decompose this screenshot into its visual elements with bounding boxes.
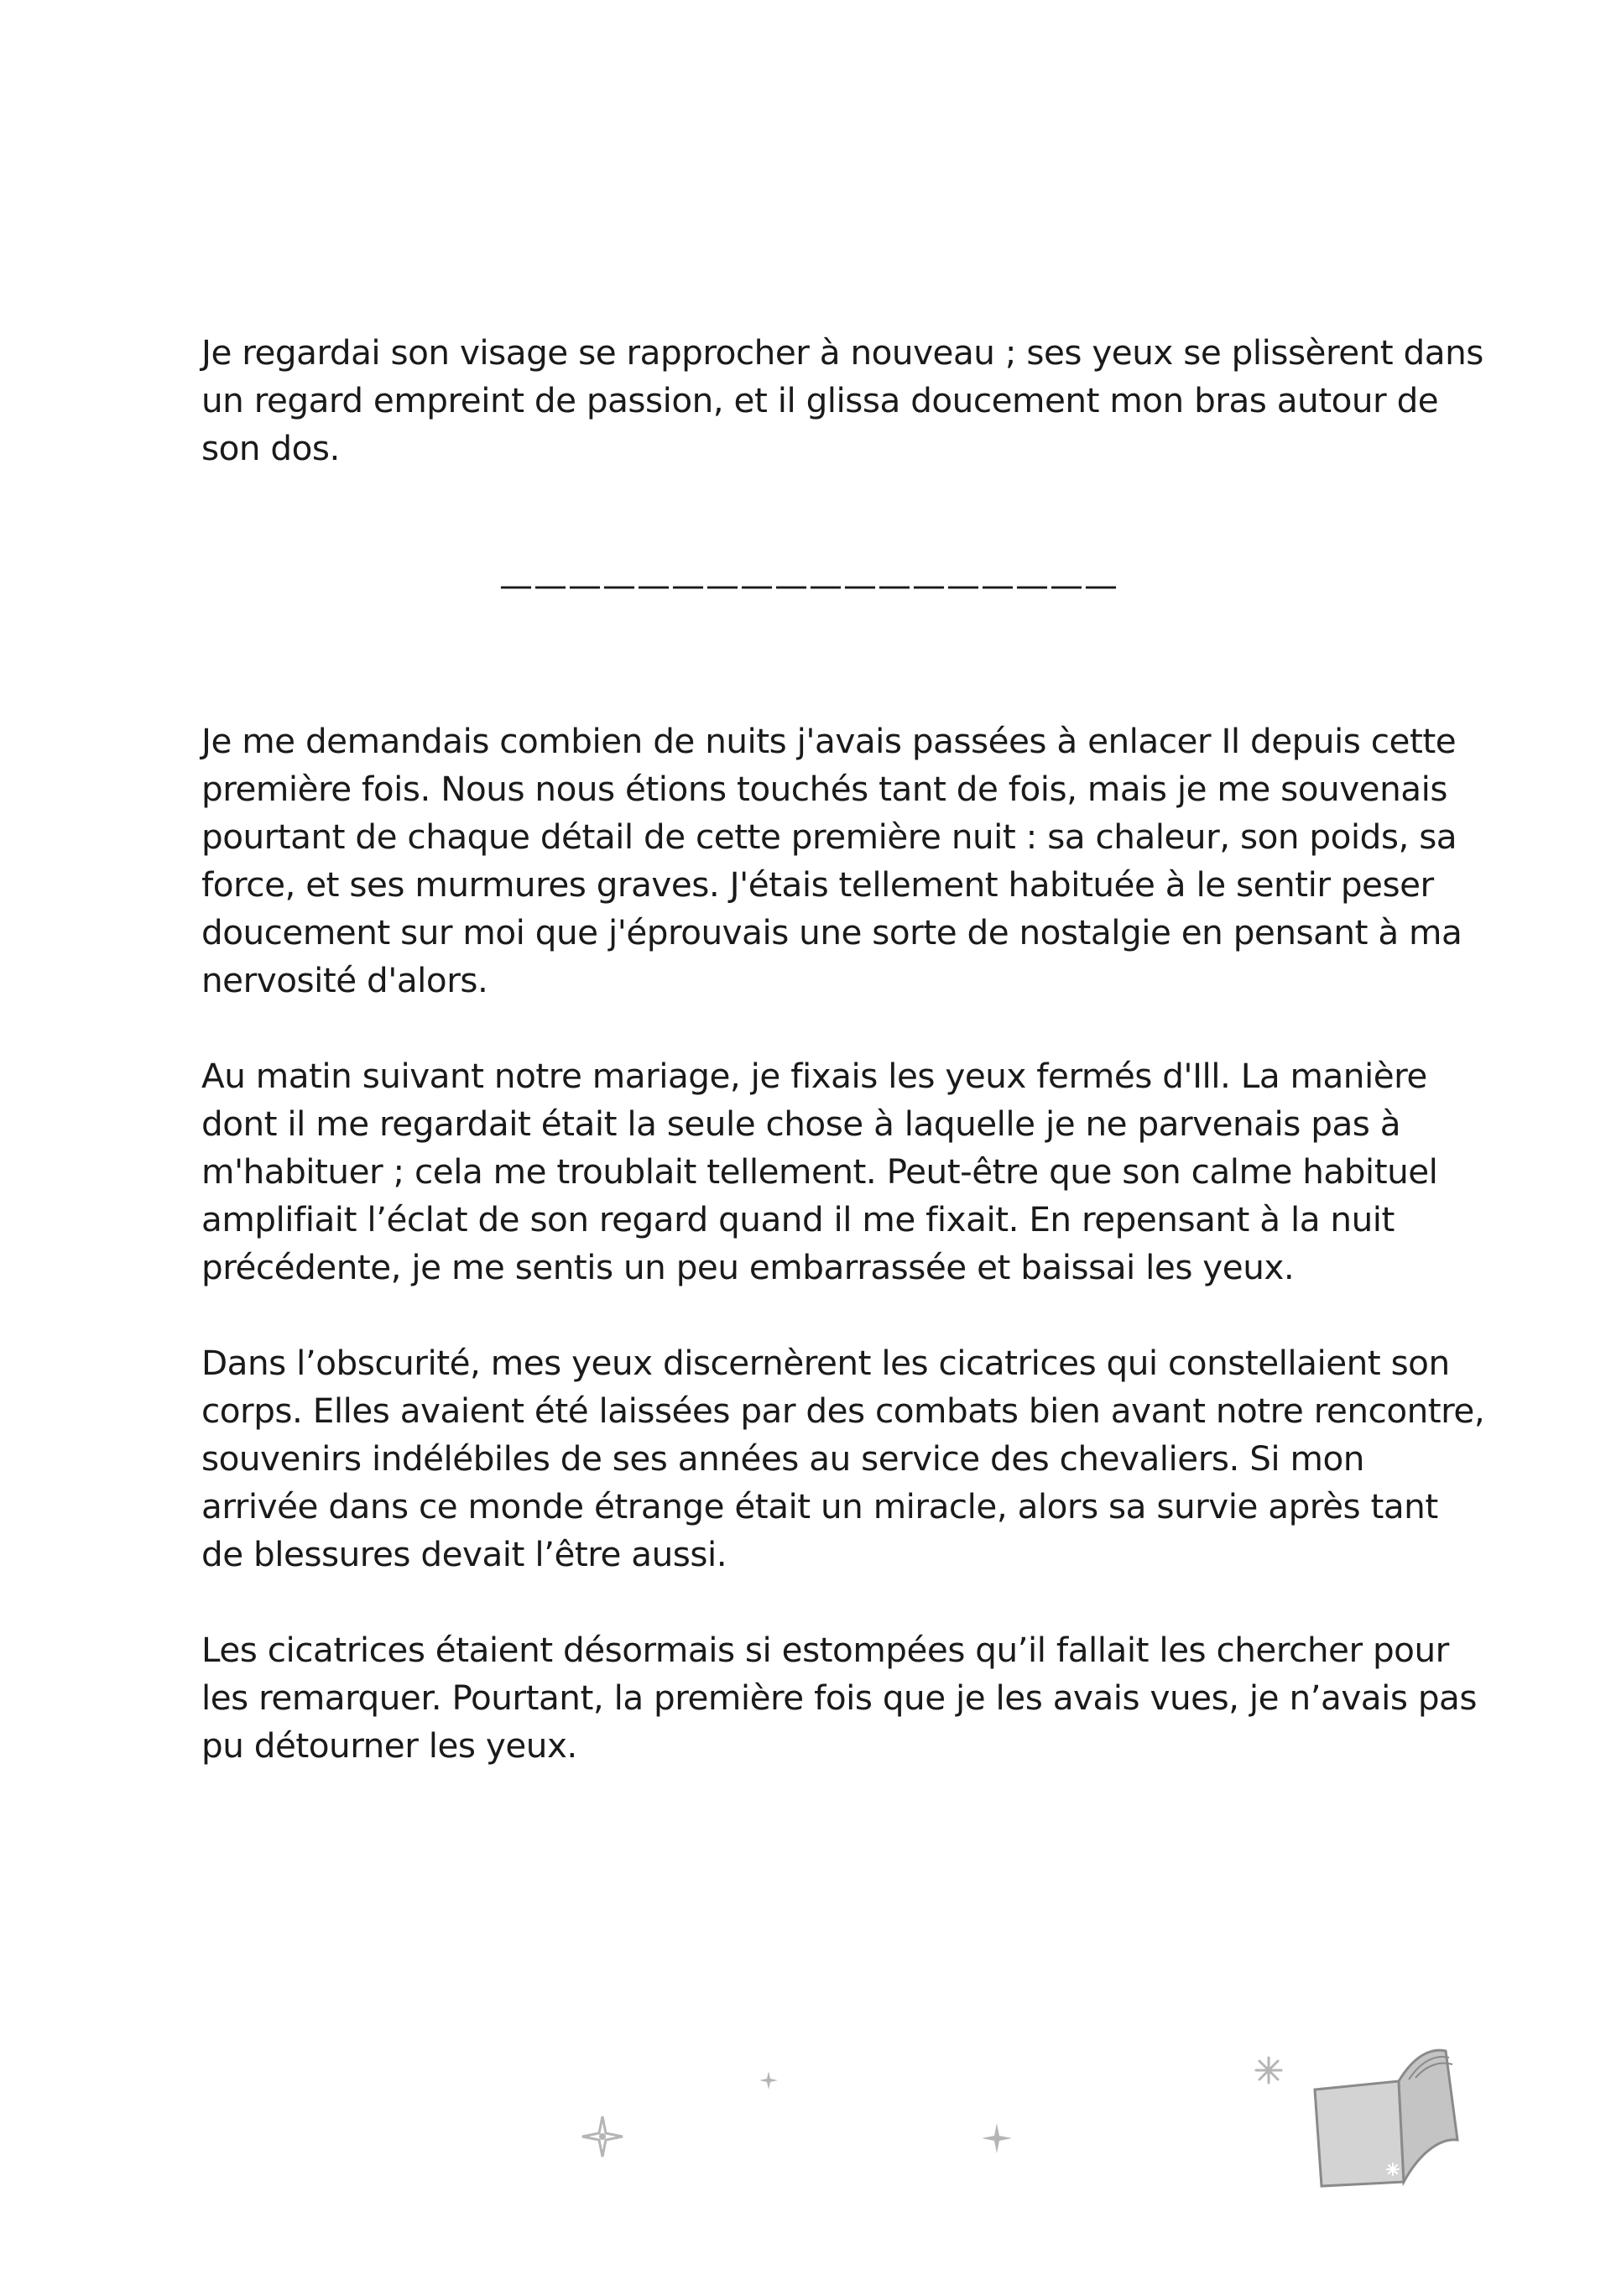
paragraph-4: Les cicatrices étaient désormais si estompées qu’il fallait les chercher pour les remarquer. Pourtant, la première fois que je les avais vues, je n’avais pas pu détourner les yeux. [201,1630,1477,1766]
open-book-icon [1305,2039,1473,2190]
intro-paragraph: Je regardai son visage se rapprocher à nouveau ; ses yeux se plissèrent dans un regard empreint de passion, et il glissa doucement mon bras autour de son dos. [201,332,1483,468]
sparkle-icon [579,2113,626,2160]
divider-line: —————————————————— [499,566,1118,605]
footer-ornaments [0,2056,1611,2296]
sparkle-icon [759,2071,778,2090]
body-text-block [201,718,1485,1818]
intro-text-block [201,329,1485,472]
paragraph-3: Dans l’obscurité, mes yeux discernèrent les cicatrices qui constellaient son corps. Elles avaient été laissées par des combats bien avant notre rencontre, souvenirs indélébiles de ses années au service des chevaliers. Si mon arrivée dans ce monde étrange était un miracle, alors sa survie après tant de blessures devait l’être aussi. [201,1343,1485,1574]
paragraph-1: Je me demandais combien de nuits j'avais passées à enlacer Il depuis cette première fois. Nous nous étions touchés tant de fois, mais je me souvenais pourtant de chaque détail de cette première nuit : sa chaleur, son poids, sa force, et ses murmures graves. J'étais tellement habituée à le sentir peser doucement sur moi que j'éprouvais une sorte de nostalgie en pensant à ma nervosité d'alors. [201,721,1462,1000]
paragraph-2: Au matin suivant notre mariage, je fixais les yeux fermés d'Ill. La manière dont il me regardait était la seule chose à laquelle je ne parvenais pas à m'habituer ; cela me troublait tellement. Peut-être que son calme habituel amplifiait l’éclat de son regard quand il me fixait. En repensant à la nuit précédente, je me sentis un peu embarrassée et baissai les yeux. [201,1056,1438,1287]
section-divider [499,562,1179,610]
sparkle-icon [1254,2056,1283,2085]
star-icon [982,2123,1012,2153]
